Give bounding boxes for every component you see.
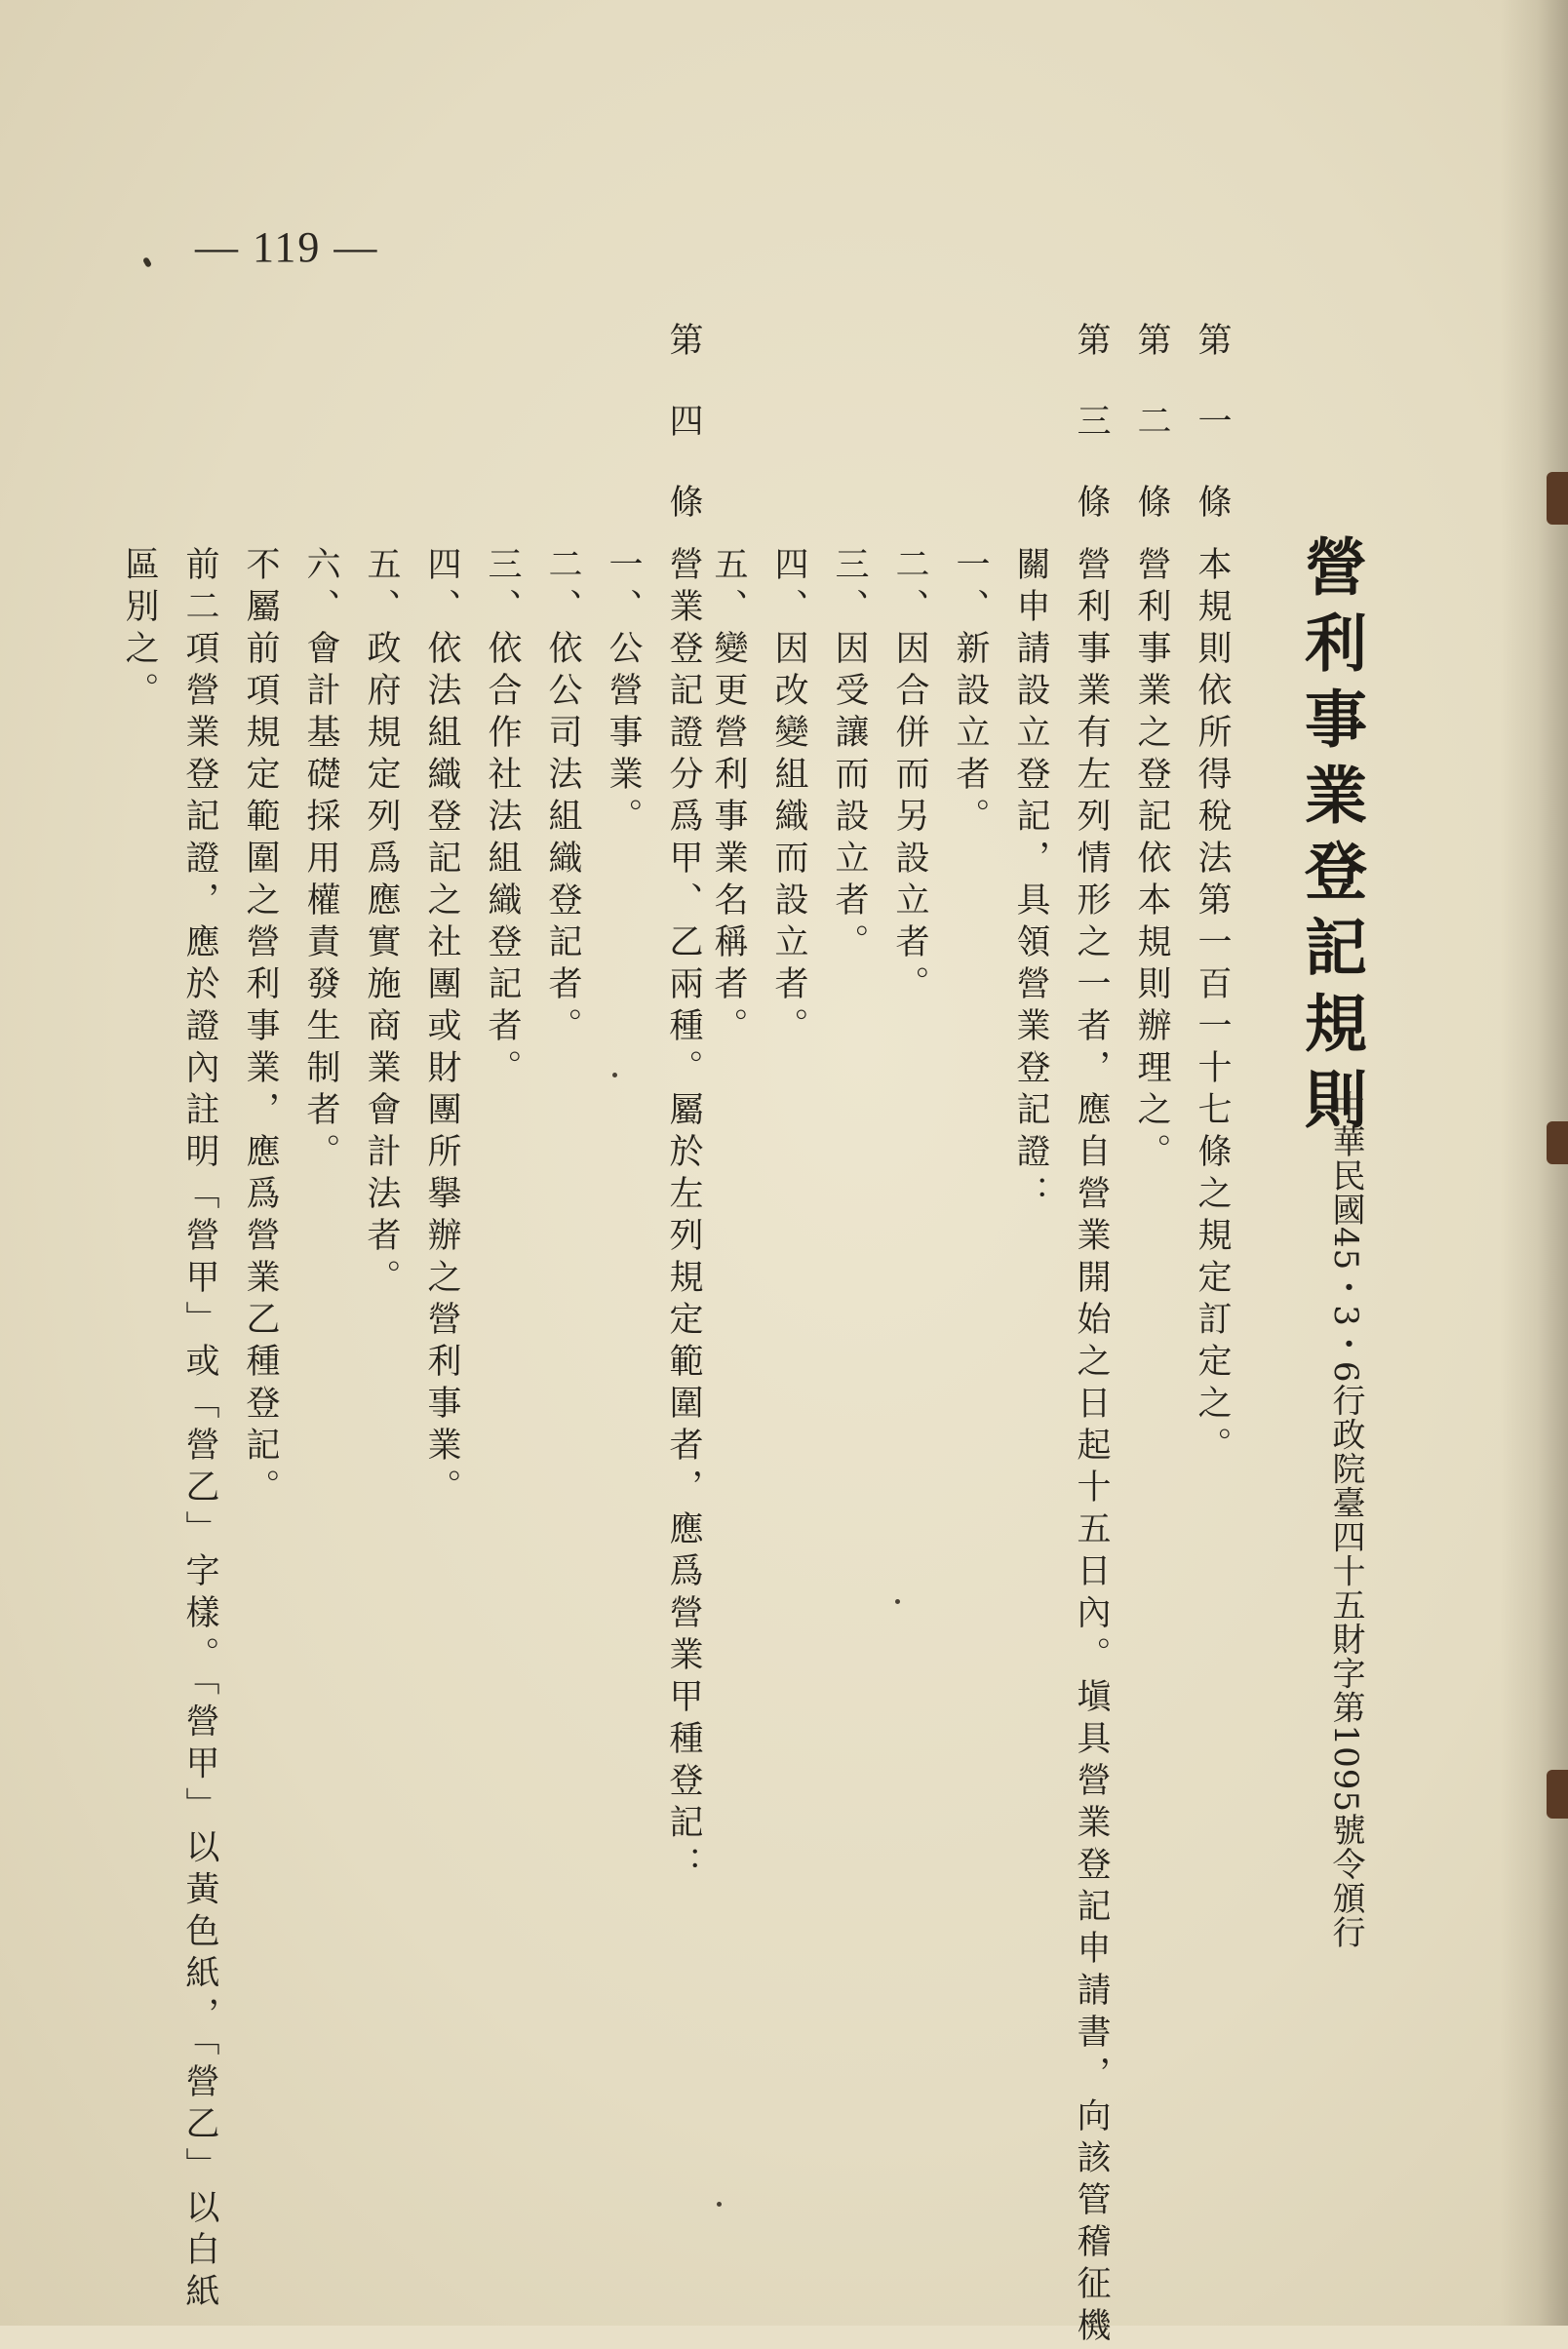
ink-mark	[142, 256, 152, 268]
article-text-line: 三、依合作社法組織登記者。	[483, 546, 522, 1091]
article-text-line: 一、公營事業。	[604, 546, 643, 840]
article-text-line: 五、政府規定列爲應實施商業會計法者。	[362, 546, 401, 1301]
article-text-line: 二、依公司法組織登記者。	[543, 546, 582, 1049]
article-text-line: 營利事業之登記依本規則辦理之。	[1132, 546, 1171, 1175]
article-text-line: 本規則依所得稅法第一百一十七條之規定訂定之。	[1193, 546, 1232, 1468]
article-text-line: 五、變更營利事業名稱者。	[709, 546, 748, 1049]
article-text-line: 關申請設立登記，具領營業登記證：	[1011, 546, 1050, 1217]
article-heading: 第二條	[1132, 322, 1171, 565]
article-text-line: 前二項營業登記證，應於證內註明「營甲」或「營乙」字樣。「營甲」以黃色紙，「營乙」以白紙	[180, 546, 219, 2315]
article-text-line: 六、會計基礎採用權責發生制者。	[301, 546, 340, 1175]
paper-speck	[895, 1599, 900, 1604]
article-text-line: 營業登記證分爲甲、乙兩種。屬於左列規定範圍者，應爲營業甲種登記：	[664, 546, 703, 1888]
article-text-line: 區別之。	[120, 546, 159, 714]
article-heading: 第四條	[664, 322, 703, 565]
paper-speck	[612, 1073, 617, 1077]
article-text-line: 營利事業有左列情形之一者，應自營業開始之日起十五日內。塡具營業登記申請書，向該管稽征機	[1072, 546, 1111, 2349]
article-heading: 第一條	[1193, 322, 1232, 565]
binding-tab	[1547, 1770, 1568, 1819]
article-text-line: 四、因改變組織而設立者。	[769, 546, 808, 1049]
binding-tab	[1547, 1121, 1568, 1164]
page-number: — 119 —	[195, 223, 379, 271]
article-text-line: 三、因受讓而設立者。	[830, 546, 869, 965]
article-text-line: 不屬前項規定範圍之營利事業，應爲營業乙種登記。	[241, 546, 280, 1510]
article-text-line: 一、新設立者。	[951, 546, 990, 840]
article-heading: 第三條	[1072, 322, 1111, 565]
article-text-line: 四、依法組織登記之社團或財團所擧辦之營利事業。	[422, 546, 461, 1510]
paper-speck	[717, 2202, 722, 2207]
article-text-line: 二、因合併而另設立者。	[890, 546, 929, 1007]
binding-tab	[1547, 472, 1568, 525]
decree-note: 中華民國45・3・6行政院臺四十五財字第1095號令頒行	[1326, 1090, 1365, 1950]
document-title: 營利事業登記規則	[1294, 534, 1367, 1143]
